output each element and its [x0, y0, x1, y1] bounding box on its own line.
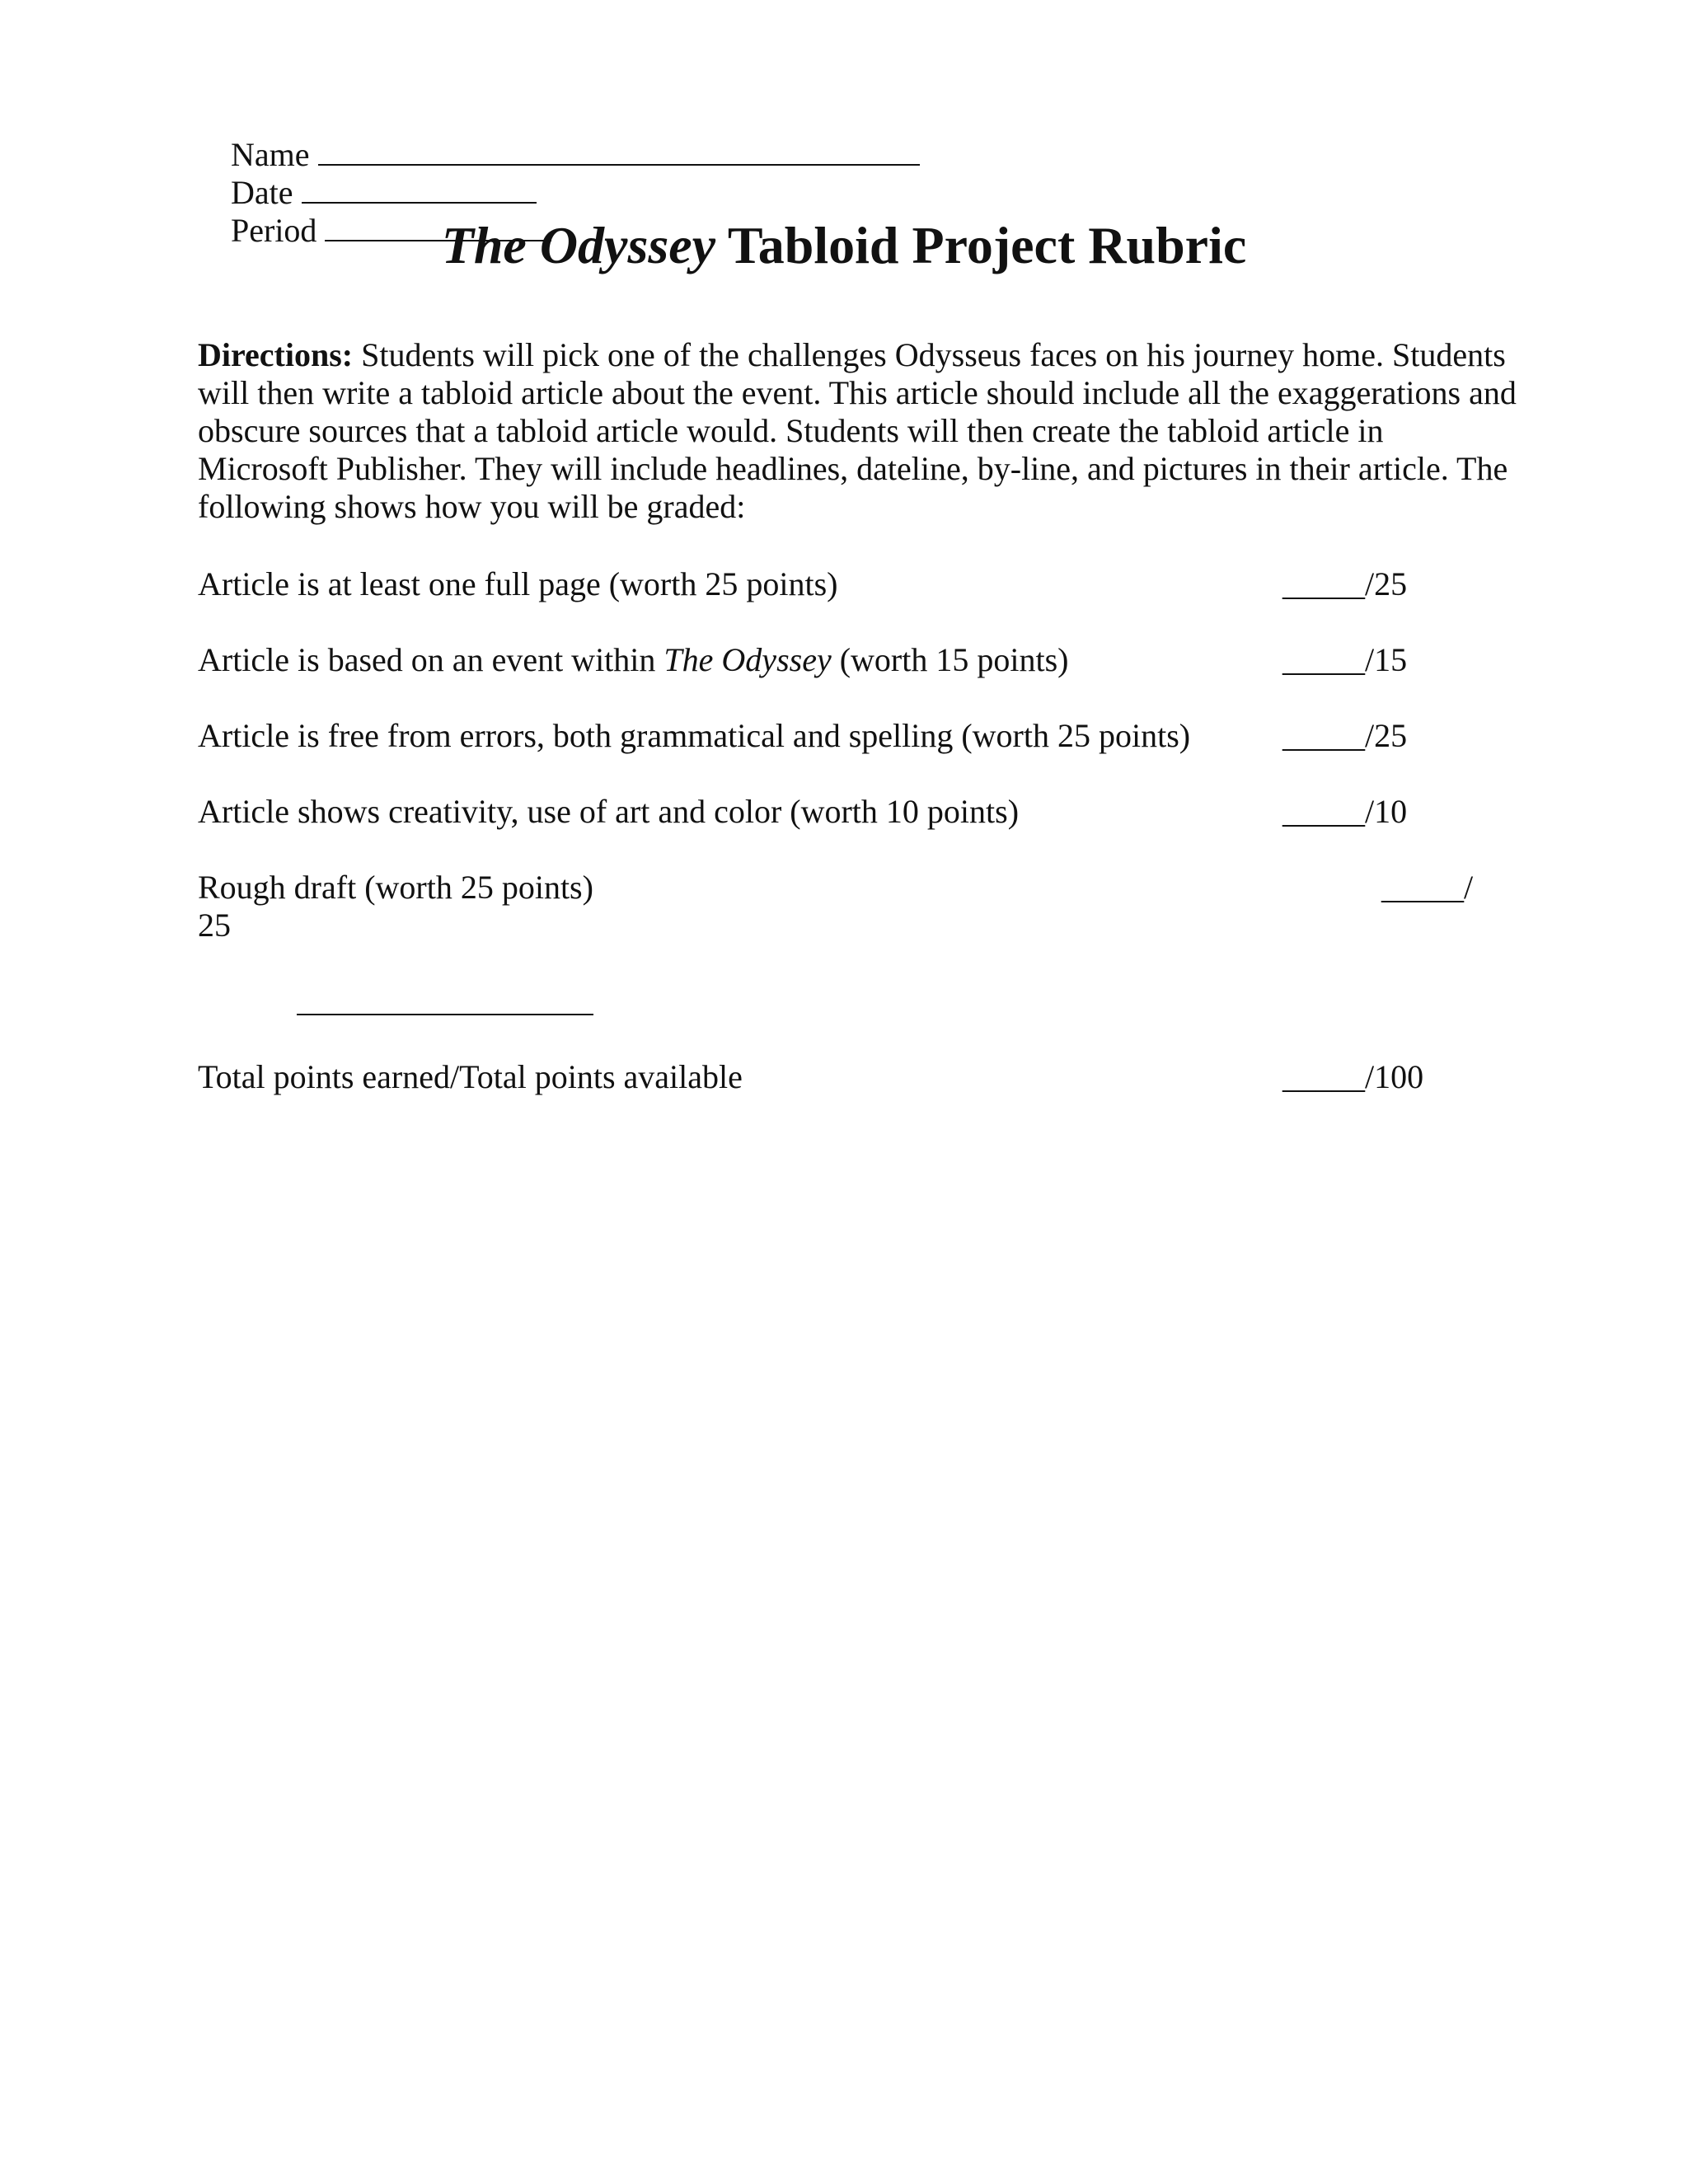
period-label: Period [231, 212, 317, 249]
rubric-row-1-score: _____/25 [1282, 565, 1408, 602]
rubric-row-5-label: Rough draft (worth 25 points) [198, 869, 593, 906]
rubric-row-2-label-post: (worth 15 points) [831, 641, 1069, 678]
directions-label: Directions: [198, 336, 354, 373]
title-italic: The Odyssey [441, 216, 716, 274]
rubric-row-3-label: Article is free from errors, both grammatical and spelling (worth 25 points) [198, 717, 1191, 754]
total-score: _____/100 [1282, 1058, 1424, 1095]
total-divider-line [297, 1014, 593, 1015]
name-label: Name [231, 136, 310, 173]
rubric-row-5-score: _____/ [1381, 869, 1474, 906]
rubric-row-4-label: Article shows creativity, use of art and color (worth 10 points) [198, 793, 1020, 830]
rubric-row-3-score: _____/25 [1282, 717, 1408, 754]
rubric-row-2-score: _____/15 [1282, 641, 1408, 678]
total-label: Total points earned/Total points available [198, 1058, 743, 1095]
rubric-row-1-label: Article is at least one full page (worth 25 points) [198, 565, 838, 602]
rubric-row-2-label [198, 641, 1068, 679]
page-title [0, 213, 1688, 279]
rubric-row-2-label-pre: Article is based on an event within [198, 641, 664, 678]
directions-paragraph [198, 336, 1517, 526]
rubric-row-2-label-italic: The Odyssey [663, 641, 832, 678]
date-label: Date [231, 174, 293, 211]
rubric-row-4-score: _____/10 [1282, 793, 1408, 830]
rubric-row-5-score-wrap: 25 [198, 907, 231, 944]
title-rest: Tabloid Project Rubric [715, 216, 1247, 274]
directions-text: Students will pick one of the challenges Odysseus faces on his journey home. Students will then write a tabloid article about the event. This article should include all the exaggerations and obscure sources that a tabloid article would. Students will then create the tabloid article in Microsoft Publisher. They will include headlines, dateline, by-line, and pictures in their article. The following shows how you will be graded: [198, 336, 1517, 525]
